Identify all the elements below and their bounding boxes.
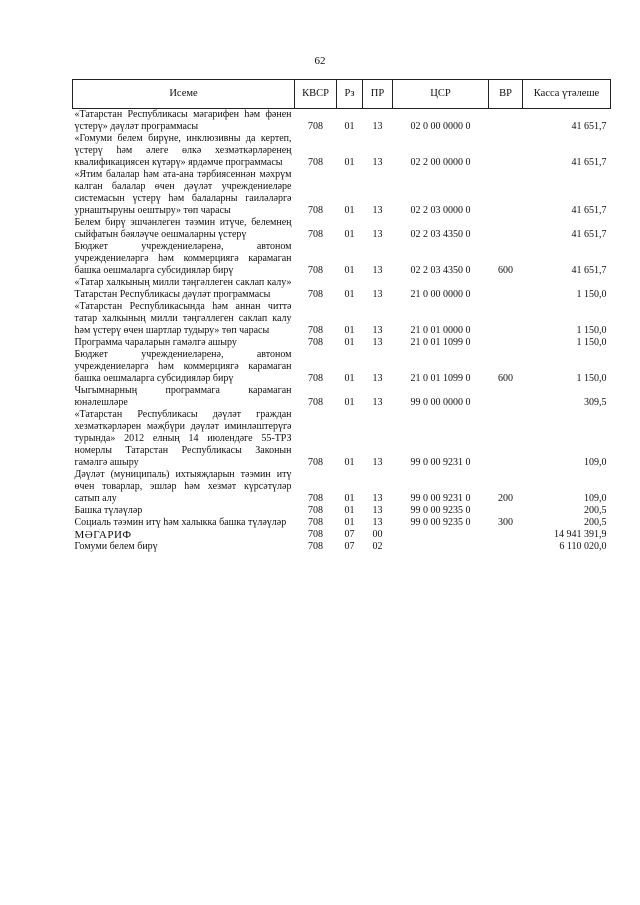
cell-name: Бюджет учреждениеләренә, автоном учреждениеләргә һәм коммерциягә карамаган башка оешмаларга субсидияләр бирү bbox=[74, 349, 292, 384]
cell-name: Программа чараларын гамәлгә ашыру bbox=[74, 337, 237, 348]
cell-rz: 01 bbox=[344, 373, 355, 384]
cell-csr: 99 0 00 0000 0 bbox=[410, 397, 471, 408]
cell-rz: 07 bbox=[344, 541, 355, 552]
cell-csr: 02 0 00 0000 0 bbox=[410, 121, 471, 132]
table-row bbox=[73, 349, 611, 385]
cell-name: «Ятим балалар һәм ата-ана тәрбиясеннән мәхрүм калган балалар өчен дәүләт учреждениеләре системасын үстерү һәм балаларны гаиләләргә урнаштыруны оештыру» төп чарасы bbox=[74, 169, 292, 216]
cell-vr: 200 bbox=[498, 493, 513, 504]
table-row bbox=[73, 541, 611, 553]
cell-pr: 13 bbox=[372, 337, 383, 348]
cell-csr bbox=[393, 541, 489, 553]
cell-kvsr: 708 bbox=[308, 205, 323, 216]
cell-vr bbox=[489, 541, 523, 553]
header-name: Исеме bbox=[73, 80, 295, 109]
cell-vr bbox=[489, 277, 523, 301]
cell-pr: 13 bbox=[372, 205, 383, 216]
cell-rz: 01 bbox=[344, 505, 355, 516]
table-row bbox=[73, 277, 611, 301]
header-rz: Рз bbox=[337, 80, 363, 109]
table-row bbox=[73, 529, 611, 541]
cell-name: «Татарстан Республикасы дәүләт граждан хезмәткәрләрен мәҗбүри дәүләт иминләштерүгә турында» 2012 елның 14 июлендәге 55-ТРЗ номерлы Татарстан Республикасы Законын гамәлгә ашыру bbox=[74, 409, 292, 468]
cell-kvsr: 708 bbox=[308, 505, 323, 516]
cell-kvsr: 708 bbox=[308, 265, 323, 276]
table-row bbox=[73, 217, 611, 241]
cell-vr bbox=[489, 409, 523, 469]
cell-rz: 01 bbox=[344, 337, 355, 348]
cell-pr: 13 bbox=[372, 505, 383, 516]
cell-pr: 02 bbox=[372, 541, 383, 552]
cell-rz: 01 bbox=[344, 265, 355, 276]
cell-csr bbox=[393, 529, 489, 541]
cell-csr: 02 2 03 0000 0 bbox=[410, 205, 471, 216]
cell-rz: 01 bbox=[344, 229, 355, 240]
cell-vr bbox=[489, 109, 523, 134]
cell-name: Социаль тәэмин итү һәм халыкка башка түләүләр bbox=[74, 517, 287, 528]
cell-kvsr: 708 bbox=[308, 541, 323, 552]
cell-pr: 13 bbox=[372, 517, 383, 528]
cell-name: Башка түләүләр bbox=[74, 505, 143, 516]
cell-name: Бюджет учреждениеләренә, автоном учреждениеләргә һәм коммерциягә карамаган башка оешмаларга субсидияләр бирү bbox=[74, 241, 292, 276]
cell-rz: 01 bbox=[344, 457, 355, 468]
cell-amount: 1 150,0 bbox=[576, 337, 607, 348]
cell-rz: 01 bbox=[344, 157, 355, 168]
table-row bbox=[73, 505, 611, 517]
cell-vr bbox=[489, 217, 523, 241]
cell-name: Дәүләт (муниципаль) ихтыяҗларын тәэмин итү өчен товарлар, эшләр һәм хезмәт күрсәтүләр сатып алу bbox=[74, 469, 292, 504]
table-row bbox=[73, 109, 611, 134]
cell-kvsr: 708 bbox=[308, 121, 323, 132]
cell-amount: 41 651,7 bbox=[571, 205, 607, 216]
cell-kvsr: 708 bbox=[308, 457, 323, 468]
cell-pr: 13 bbox=[372, 457, 383, 468]
cell-amount: 6 110 020,0 bbox=[559, 541, 607, 552]
cell-kvsr: 708 bbox=[308, 373, 323, 384]
cell-amount: 109,0 bbox=[584, 493, 607, 504]
cell-pr: 13 bbox=[372, 157, 383, 168]
cell-amount: 309,5 bbox=[584, 397, 607, 408]
cell-kvsr: 708 bbox=[308, 325, 323, 336]
cell-amount: 200,5 bbox=[584, 517, 607, 528]
table-row bbox=[73, 409, 611, 469]
cell-rz: 01 bbox=[344, 397, 355, 408]
cell-amount: 41 651,7 bbox=[571, 157, 607, 168]
cell-amount: 41 651,7 bbox=[571, 121, 607, 132]
cell-name: Гомуми белем бирү bbox=[74, 541, 158, 552]
cell-csr: 99 0 00 9231 0 bbox=[410, 493, 471, 504]
cell-vr bbox=[489, 505, 523, 517]
cell-kvsr: 708 bbox=[308, 517, 323, 528]
header-cash: Касса үтәлеше bbox=[523, 80, 611, 109]
cell-vr bbox=[489, 529, 523, 541]
cell-amount: 1 150,0 bbox=[576, 373, 607, 384]
cell-amount: 109,0 bbox=[584, 457, 607, 468]
table-row bbox=[73, 337, 611, 349]
cell-kvsr: 708 bbox=[308, 397, 323, 408]
cell-pr: 13 bbox=[372, 397, 383, 408]
table-row bbox=[73, 517, 611, 529]
cell-csr: 21 0 01 0000 0 bbox=[410, 325, 471, 336]
cell-csr: 99 0 00 9235 0 bbox=[410, 505, 471, 516]
table-row bbox=[73, 169, 611, 217]
cell-rz: 01 bbox=[344, 205, 355, 216]
cell-pr: 00 bbox=[372, 529, 383, 540]
header-vr: ВР bbox=[489, 80, 523, 109]
cell-csr: 02 2 03 4350 0 bbox=[410, 265, 471, 276]
cell-rz: 07 bbox=[344, 529, 355, 540]
cell-rz: 01 bbox=[344, 325, 355, 336]
cell-name: «Татарстан Республикасы мәгарифен һәм фәнен үстерү» дәүләт программасы bbox=[74, 109, 292, 132]
header-kvsr: КВСР bbox=[295, 80, 337, 109]
cell-kvsr: 708 bbox=[308, 337, 323, 348]
cell-amount: 14 941 391,9 bbox=[554, 529, 607, 540]
cell-vr: 600 bbox=[498, 373, 513, 384]
cell-csr: 02 2 00 0000 0 bbox=[410, 157, 471, 168]
cell-amount: 41 651,7 bbox=[571, 229, 607, 240]
cell-kvsr: 708 bbox=[308, 493, 323, 504]
table-row bbox=[73, 385, 611, 409]
cell-csr: 21 0 00 0000 0 bbox=[410, 289, 471, 300]
table-row bbox=[73, 469, 611, 505]
cell-amount: 1 150,0 bbox=[576, 289, 607, 300]
cell-pr: 13 bbox=[372, 289, 383, 300]
cell-kvsr: 708 bbox=[308, 289, 323, 300]
cell-vr: 300 bbox=[498, 517, 513, 528]
table-body bbox=[73, 109, 611, 554]
cell-name: «Татар халкының милли тәңгәллеген саклап калу» Татарстан Республикасы дәүләт программасы bbox=[74, 277, 292, 300]
cell-vr bbox=[489, 337, 523, 349]
cell-csr: 99 0 00 9231 0 bbox=[410, 457, 471, 468]
cell-pr: 13 bbox=[372, 325, 383, 336]
cell-csr: 99 0 00 9235 0 bbox=[410, 517, 471, 528]
table-row bbox=[73, 133, 611, 169]
cell-pr: 13 bbox=[372, 373, 383, 384]
cell-name: «Татарстан Республикасында һәм аннан читтә татар халкының милли тәңгәллеген саклап калу һәм үстерү өчен шартлар тудыру» төп чарасы bbox=[74, 301, 292, 336]
cell-amount: 41 651,7 bbox=[571, 265, 607, 276]
cell-rz: 01 bbox=[344, 121, 355, 132]
cell-rz: 01 bbox=[344, 517, 355, 528]
cell-rz: 01 bbox=[344, 493, 355, 504]
cell-kvsr: 708 bbox=[308, 529, 323, 540]
cell-pr: 13 bbox=[372, 229, 383, 240]
cell-vr bbox=[489, 301, 523, 337]
budget-table bbox=[72, 79, 611, 553]
cell-csr: 02 2 03 4350 0 bbox=[410, 229, 471, 240]
cell-amount: 200,5 bbox=[584, 505, 607, 516]
header-pr: ПР bbox=[363, 80, 393, 109]
cell-name: МӘГАРИФ bbox=[74, 529, 132, 541]
table-row bbox=[73, 241, 611, 277]
cell-csr: 21 0 01 1099 0 bbox=[410, 373, 471, 384]
cell-kvsr: 708 bbox=[308, 157, 323, 168]
header-csr: ЦСР bbox=[393, 80, 489, 109]
cell-rz: 01 bbox=[344, 289, 355, 300]
table-row bbox=[73, 301, 611, 337]
cell-vr bbox=[489, 169, 523, 217]
cell-name: Чыгымнарның программага карамаган юнәлешләре bbox=[74, 385, 292, 408]
cell-vr bbox=[489, 385, 523, 409]
cell-csr: 21 0 01 1099 0 bbox=[410, 337, 471, 348]
cell-vr: 600 bbox=[498, 265, 513, 276]
table-header-row bbox=[73, 80, 611, 109]
cell-kvsr: 708 bbox=[308, 229, 323, 240]
page-number: 62 bbox=[314, 55, 326, 67]
cell-pr: 13 bbox=[372, 265, 383, 276]
cell-amount: 1 150,0 bbox=[576, 325, 607, 336]
cell-name: «Гомуми белем бирүне, инклюзивны да кертеп, үстерү һәм әлеге өлкә хезмәткәрләренең квалификациясен күтәрү» ярдәмче программасы bbox=[74, 133, 292, 168]
cell-vr bbox=[489, 133, 523, 169]
cell-name: Белем бирү эшчәнлеген тәэмин итүче, белемнең сыйфатын бәяләүче оешмаларны үстерү bbox=[74, 217, 292, 240]
cell-pr: 13 bbox=[372, 121, 383, 132]
cell-pr: 13 bbox=[372, 493, 383, 504]
